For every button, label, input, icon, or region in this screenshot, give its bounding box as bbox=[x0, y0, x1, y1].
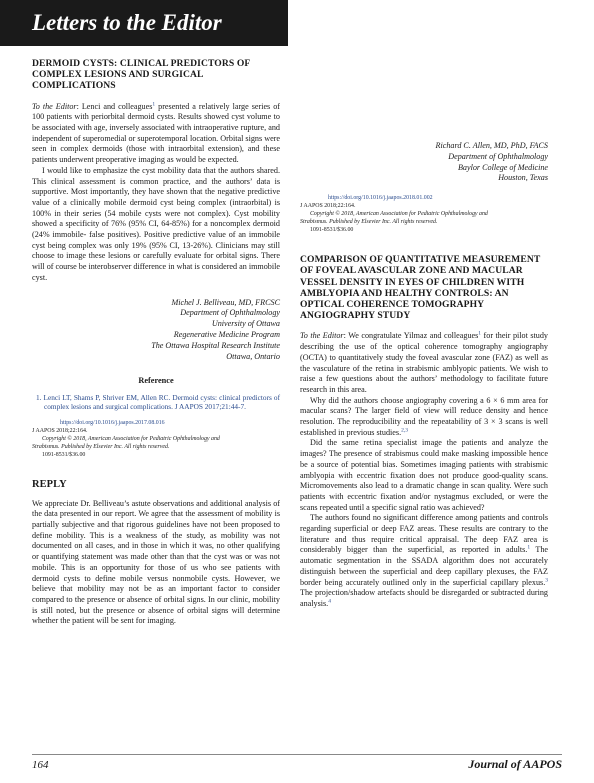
letter2-paragraph-3: Did the same retina specialist image the patients and analyze the images? The presence of strabismus could make masking impossible hence be a source of potential bias. Sometimes imaging patients with strabismic amblyopia with eccentric fixation does not produce good-quality scans. Micromovements also lead to a dramatic change in scan quality. Were such patients with eccentric fixation and/or nystagmus excluded, or were the scans repeated until a specific signal ratio was achieved? bbox=[300, 438, 548, 512]
letter2-title: COMPARISON OF QUANTITATIVE MEASUREMENT OF FOVEAL AVASCULAR ZONE AND MACULAR VESSEL DENSITY IN EYES OF CHILDREN WITH AMBLYOPIA AND HEALTHY CONTROLS: AN OPTICAL COHERENCE TOMOGRAPHY ANGIOGRAPHY STUDY bbox=[300, 254, 541, 322]
ref-link-3[interactable]: 3 bbox=[545, 576, 548, 583]
left-column bbox=[32, 58, 280, 651]
letter2-p4b: The automatic segmentation in the SSADA algorithm does not accurately distinguish between the superficial and deep capillary plexuses, the FAZ border being accurately outlined only in the superficial capillary plexus. bbox=[300, 545, 548, 587]
reply-sig-city: Houston, Texas bbox=[498, 173, 548, 183]
reply-sig-college: Baylor College of Medicine bbox=[457, 162, 548, 172]
sig-dept: Department of Ophthalmology bbox=[180, 308, 280, 318]
letter2-paragraph-1 bbox=[300, 331, 548, 395]
page-number: 164 bbox=[32, 759, 49, 771]
letter1-p1b: presented a relatively large series of 100 patients with periorbital dermoid cysts. Results showed cyst volume to be associated with age, inversely associated with intraoperative rupture, and independent of superomedial or superotemporal location. Orbital signs were seen in complex dermoids (those with intraorbital extension), and these patients underwent preoperative imaging as would be expected. bbox=[32, 101, 281, 165]
reply-signature bbox=[300, 141, 548, 184]
reference-item[interactable]: 1. Lenci LT, Shams P, Shriver EM, Allen RC. Dermoid cysts: clinical predictors of complex lesions and surgical complications. J AAPOS 2017;21:44-7. bbox=[36, 393, 280, 412]
sig-univ: University of Ottawa bbox=[211, 319, 280, 329]
reply-title: REPLY bbox=[32, 479, 67, 491]
journal-line: J AAPOS 2018;22:164. bbox=[32, 428, 88, 435]
sig-city: Ottawa, Ontario bbox=[226, 351, 280, 361]
copyright-line-2: Strabismus. Published by Elsevier Inc. All rights reserved. bbox=[32, 444, 170, 451]
reply-sig-dept: Department of Ophthalmology bbox=[448, 151, 548, 161]
ref-link-2-3[interactable]: 2,3 bbox=[401, 427, 408, 434]
reply-sig-name: Richard C. Allen, MD, PhD, FACS bbox=[435, 141, 548, 150]
letter1-paragraph-2: I would like to emphasize the cyst mobility data that the authors shared. This clinical assessment is common practice, and the authors’ data is supportive. Most importantly, they have shown that the negative predictive value of a clinically mobile dermoid cyst being complex (intraorbital) is 100% in their series (54 mobile cysts were not complex). Cyst mobility showed a specificity of 76% (95% CI, 64-85%) for a noncomplex dermoid (24% immobile- false positives). Positive predictive value of an immobile cyst being complex was only 19% (95% CI, 13-26%). Clinicians may still choose to image these lesions or carefully evaluate for orbital signs. There will of course be interobserver difference in what is considered an immobile cyst. bbox=[32, 165, 280, 282]
reference-heading: Reference bbox=[138, 376, 174, 386]
section-banner: Letters to the Editor bbox=[0, 0, 288, 46]
ref-link-1[interactable]: 1 bbox=[152, 100, 156, 107]
letter2-paragraph-2 bbox=[300, 396, 548, 439]
sig-name: Michel J. Belliveau, MD, FRCSC bbox=[171, 297, 280, 307]
letter1-metadata bbox=[32, 419, 280, 459]
letter2-p1b: for their pilot study describing the use of the optical coherence tomography angiography (OCTA) to quantitatively study the foveal avascular zone (FAZ) as well as the vasculature of the retina in strabismic amblyopic patients. We wish to raise a few questions about the authors’ methodology to facilitate future research in this area. bbox=[300, 331, 548, 394]
reply-doi-link[interactable]: https://doi.org/10.1016/j.jaapos.2018.01.002 bbox=[328, 195, 433, 202]
reply-continuation bbox=[300, 56, 548, 131]
letter2-p4c: The projection/shadow artefacts should be disregarded or subtracted during analysis. bbox=[300, 588, 548, 608]
letter1-paragraph-1 bbox=[32, 102, 280, 166]
letter2-paragraph-4 bbox=[300, 513, 548, 609]
journal-name: Journal of AAPOS bbox=[468, 757, 562, 771]
letter2-p2a: Why did the authors choose angiography covering a 6 × 6 mm area for macular scans? The larger field of view will reduce density and hence resolution. The reproducibility and the repeatability of 3 × 3 scans is well established in previous studies. bbox=[300, 395, 548, 437]
sig-program: Regenerative Medicine Program bbox=[173, 329, 280, 339]
reply-issn: 1091-8531/$36.00 bbox=[310, 227, 354, 234]
reply-journal-line: J AAPOS 2018;22:164. bbox=[300, 203, 356, 210]
issn: 1091-8531/$36.00 bbox=[42, 452, 86, 459]
letter2-p1a: : We congratulate Yilmaz and colleagues bbox=[343, 331, 479, 341]
copyright-line: Copyright © 2018, American Association for Pediatric Ophthalmology and bbox=[42, 436, 220, 443]
letter2-p4a: The authors found no significant difference among patients and controls regarding superficial or deep FAZ areas. These results are contrary to the literature and thus require critical appraisal. The deep FAZ area is considerably bigger than the superficial, as reported in adults. bbox=[300, 513, 548, 555]
ref-link-4[interactable]: 4 bbox=[328, 598, 331, 605]
letter2-salutation: To the Editor bbox=[300, 331, 344, 341]
letter1-salutation: To the Editor bbox=[32, 101, 77, 111]
ref-link-1c[interactable]: 1 bbox=[527, 544, 531, 551]
letter1-signature bbox=[32, 298, 280, 363]
reply-copyright-2: Strabismus. Published by Elsevier Inc. All rights reserved. bbox=[300, 219, 438, 226]
right-column bbox=[300, 56, 548, 610]
footer-rule bbox=[32, 754, 562, 755]
letter1-title: DERMOID CYSTS: CLINICAL PREDICTORS OF COMPLEX LESIONS AND SURGICAL COMPLICATIONS bbox=[32, 58, 250, 92]
ref-link-1b[interactable]: 1 bbox=[478, 330, 482, 337]
letter1-p1a: : Lenci and colleagues bbox=[76, 101, 153, 111]
reply-metadata bbox=[300, 194, 548, 234]
doi-link[interactable]: https://doi.org/10.1016/j.jaapos.2017.08.016 bbox=[60, 420, 165, 427]
reply-copyright: Copyright © 2018, American Association for Pediatric Ophthalmology and bbox=[310, 211, 488, 218]
sig-institute: The Ottawa Hospital Research Institute bbox=[151, 340, 280, 350]
reply-paragraph-1: We appreciate Dr. Belliveau’s astute observations and additional analysis of the data presented in our report. We agree that the assessment of mobility is partially subjective and that rigorous guidelines have not been proposed to define mobility. This is a weakness of the study, as mobility was not documented on all cases, and in those in which it was, no other qualifying or quantifying statement was made other than that the cyst was or was not mobile. This is an opportunity for those of us who see patients with dermoid cysts to define mobile versus nonmobile cysts. However, we believe that mobility may not be as an important factor to consider compared to the presence or absence of orbital signs. In our clinic, mobility is still noted, but the presence or absence of orbital signs will determine whether the patient will be sent for imaging. bbox=[32, 498, 280, 626]
